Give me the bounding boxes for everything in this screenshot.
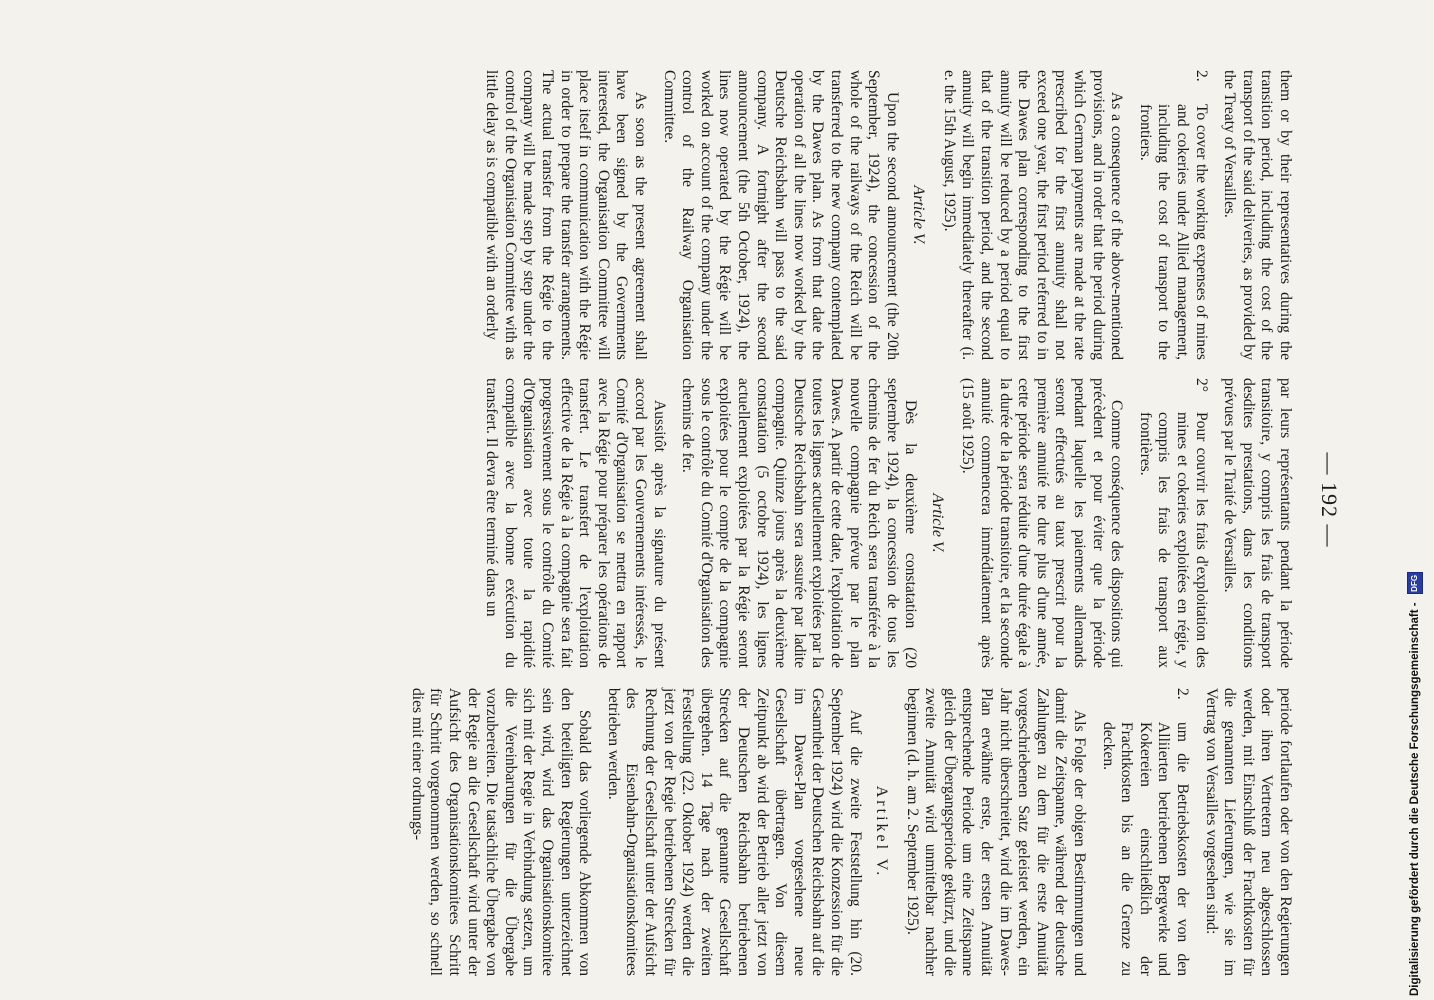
english-paragraph-4: Upon the second announcement (the 20th September, 1924), the concession of the whole of the railways of the Reich will be transferred to the new company contemplated by the Dawes plan. As from that date the operation of all the lines now worked by the Deutsche Reichsbahn will pass to the said company. A fortnight after the second announcement (the 5th October, 1924), the lines now operated by the Régie will be worked on account of the company under the control of the Railway Organisation Committee. <box>660 70 901 360</box>
french-paragraph-4: Dès la deuxième constatation (20 septembre 1924), la concession de tous les chemins de fer du Reich sera transférée à la nouvelle compagnie prévue par le plan Dawes. A partir de cette date, l'exploitation de toutes les lignes actuellement exploitées par la Deutsche Reichsbahn sera assurée par ladite compagnie. Quinze jours après la deuxième constatation (5 octobre 1924), les lignes actuellement exploitées par la Régie seront exploitées pour le compte de la compagnie sous le contrôle du Comité d'Organisation des chemins de fer. <box>679 378 920 668</box>
page-number: — 192 — <box>1317 452 1342 548</box>
french-item-2-text: Pour couvrir les frais d'exploitation des mines et cokeries exploitées en régie, y compris les frais de transport aux frontières. <box>1136 412 1210 668</box>
german-item-2-number: 2. <box>1174 688 1192 700</box>
german-paragraph-5: Sobald das vorliegende Abkommen von den beteiligten Regierungen unterzeichnet sein wird, wird das Organisationskomitee sich mit der Regie in Verbindung setzen, um die Vereinbarungen für die Übergabe vorzubereiten. Die tatsächliche Übergabe von der Regie an die Gesellschaft wird unter der Aufsicht des Organisationskomitees Schritt für Schritt vorgenommen werden, so schnell dies mit einer ordnungs- <box>408 688 594 976</box>
french-column <box>472 378 1294 668</box>
digitization-footer <box>1405 0 1425 996</box>
english-item-2-number: 2. <box>1192 70 1210 82</box>
footer-text: Digitalisierung gefördert durch die Deutsche Forschungsgemeinschaft - <box>1409 602 1421 996</box>
french-paragraph-5: Aussitôt après la signature du présent accord par les Gouvernements intéressés, le Comité d'Organisation se mettra en rapport avec la Régie pour préparer les opérations de transfert. Le transfert de l'exploitation effective de la Régie à la compagnie sera fait progressivement sous le contrôle du Comité d'Organisation avec toute la rapidité compatible avec la bonne exécution du transfert. Il devra être terminé dans un <box>483 378 668 668</box>
german-item-2-text: um die Betriebskosten der von den Alliierten betriebenen Bergwerke und Kokereien einschließlich der Frachtkosten bis an die Grenze zu decken. <box>1099 722 1192 976</box>
german-column <box>397 688 1294 976</box>
dfg-logo-icon: DFG <box>1407 572 1423 594</box>
french-article-heading: Article V. <box>928 493 946 553</box>
english-article-heading: Article V. <box>910 185 928 245</box>
english-item-2 <box>1135 70 1209 360</box>
french-item-2-number: 2° <box>1192 378 1210 393</box>
german-article-heading: Artikel V. <box>873 785 891 879</box>
german-paragraph-1: periode fortlaufen oder von den Regierungen oder ihren Vertretern neu abgeschlossen werden, mit Einschluß der Frachtkosten für die genannten Lieferungen, wie sie im Vertrag von Versailles vorgesehen sind: <box>1202 688 1294 976</box>
german-paragraph-3: Als Folge der obigen Bestimmungen und damit die Zeitspanne, während der deutsche Zahlungen zu dem für die erste Annuität vorgeschriebenen Satz geleistet werden, ein Jahr nicht überschreitet, wird die im Dawes-Plan erwähnte erste, der ersten Annuität entsprechende Periode um eine Zeitspanne gleich der Übergangsperiode gekürzt, und die zweite Annuität wird unmittelbar nachher beginnen (d. h. am 2. September 1925). <box>903 688 1089 976</box>
english-item-2-text: To cover the working expenses of mines and cokeries under Allied management, including the cost of transport to the frontiers. <box>1136 104 1210 360</box>
english-paragraph-1: them or by their representatives during the transition period, including the cost of the transport of the said deliveries, as provided by the Treaty of Versailles. <box>1221 70 1294 360</box>
french-paragraph-1: par leurs représentants pendant la période transitoire, y compris les frais de transport desdites prestations, dans les conditions prévues par le Traité de Versailles. <box>1221 378 1294 668</box>
english-column <box>472 70 1294 360</box>
english-paragraph-5: As soon as the present agreement shall have been signed by the Governments interested, the Organisation Committee will place itself in communication with the Régie in order to prepare the transfer arrangements. The actual transfer from the Régie to the company will be made step by step under the control of the Organisation Committee with as little delay as is compatible with an orderly <box>483 70 649 360</box>
french-item-2 <box>1135 378 1209 668</box>
english-paragraph-3: As a consequence of the above-mentioned provisions, and in order that the period during which German payments are made at the rate prescribed for the first annuity shall not exceed one year, the first period referred to in the Dawes plan corresponding to the first annuity will be reduced by a period equal to that of the transition period, and the second annuity will begin immediately thereafter (i. e. the 15th August, 1925). <box>940 70 1126 360</box>
french-paragraph-3: Comme conséquence des dispositions qui précèdent et pour éviter que la période pendant laquelle les paiements allemands seront effectués au taux prescrit pour la première annuité ne dure plus d'une année, cette période sera réduite d'une durée égale à la durée de la période transitoire, et la seconde annuité commencera immédiatement après (15 août 1925). <box>959 378 1126 668</box>
german-item-2 <box>1098 688 1191 976</box>
german-paragraph-4: Auf die zweite Feststellung hin (20. September 1924) wird die Konzession für die Gesamtheit der Deutschen Reichsbahn auf die im Dawes-Plan vorgesehene neue Gesellschaft übertragen. Von diesem Zeitpunkt ab wird der Betrieb aller jetzt von der Deutschen Reichsbahn betriebenen Strecken auf die genannte Gesellschaft übergehen. 14 Tage nach der zweiten Feststellung (22. Oktober 1924) werden die jetzt von der Regie betriebenen Strecken für Rechnung der Gesellschaft unter der Aufsicht des Eisenbahn-Organisationskomitees betrieben werden. <box>604 688 864 976</box>
